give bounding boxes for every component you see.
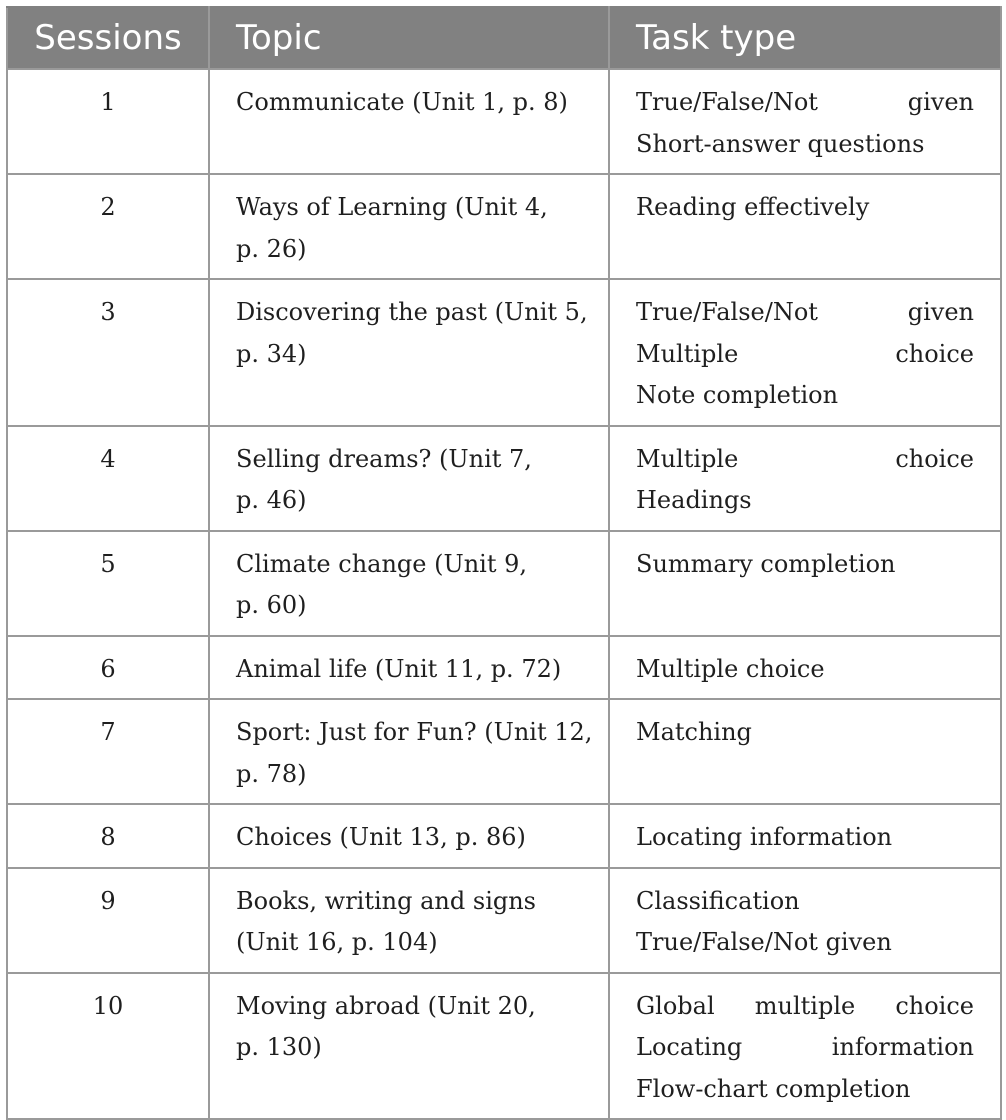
task-word: information	[831, 1033, 974, 1061]
topic-line: (Unit 16, p. 104)	[236, 928, 438, 956]
topic-cell	[209, 279, 609, 426]
task-type-cell	[609, 69, 1001, 174]
table-row	[7, 636, 1001, 700]
task-line	[636, 439, 974, 481]
task-word: True/False/Not	[636, 298, 818, 326]
task-word: Global	[636, 991, 715, 1020]
topic-line: Ways of Learning (Unit 4,	[236, 193, 548, 221]
task-type-cell	[609, 174, 1001, 279]
topic-cell	[209, 636, 609, 700]
table-row	[7, 699, 1001, 804]
table-row	[7, 804, 1001, 868]
topic-cell	[209, 174, 609, 279]
task-word: Matching	[636, 718, 752, 746]
task-type-cell	[609, 531, 1001, 636]
topic-line: Communicate (Unit 1, p. 8)	[236, 88, 568, 116]
session-number-cell: 3	[7, 279, 209, 426]
task-line	[636, 334, 974, 376]
task-word: True/False/Not	[636, 88, 818, 116]
task-word: multiple	[754, 991, 856, 1020]
task-line	[636, 124, 974, 166]
task-line	[636, 544, 974, 586]
task-line	[636, 817, 974, 859]
task-line	[636, 922, 974, 964]
task-word: Flow-chart completion	[636, 1074, 911, 1103]
header-row	[7, 7, 1001, 69]
task-word: Reading effectively	[636, 193, 870, 221]
topic-line: p. 130)	[236, 1033, 322, 1061]
task-type-cell	[609, 868, 1001, 973]
session-number-cell: 8	[7, 804, 209, 868]
table-row	[7, 868, 1001, 973]
sessions-table	[6, 6, 1002, 1120]
topic-line: p. 78)	[236, 759, 307, 788]
task-word: Summary completion	[636, 549, 896, 578]
task-word: choice	[895, 991, 974, 1020]
topic-cell	[209, 868, 609, 973]
topic-cell	[209, 699, 609, 804]
task-line	[636, 881, 974, 923]
session-number-cell: 2	[7, 174, 209, 279]
header-task-type: Task type	[609, 7, 1001, 69]
task-word: Multiple choice	[636, 654, 825, 683]
session-number-cell: 7	[7, 699, 209, 804]
topic-line: Sport: Just for Fun? (Unit 12,	[236, 718, 593, 746]
task-word: True/False/Not given	[636, 928, 892, 956]
task-word: choice	[895, 339, 974, 368]
header-topic: Topic	[209, 7, 609, 69]
task-line	[636, 187, 974, 229]
task-line	[636, 986, 974, 1028]
task-line	[636, 649, 974, 691]
session-number-cell: 6	[7, 636, 209, 700]
task-type-cell	[609, 636, 1001, 700]
task-line	[636, 82, 974, 124]
table-row	[7, 69, 1001, 174]
topic-cell	[209, 69, 609, 174]
task-type-cell	[609, 973, 1001, 1120]
session-number-cell: 5	[7, 531, 209, 636]
task-line	[636, 292, 974, 334]
task-line	[636, 1027, 974, 1069]
topic-cell	[209, 531, 609, 636]
session-number-cell: 4	[7, 426, 209, 531]
table-header	[7, 7, 1001, 69]
session-number-cell: 9	[7, 868, 209, 973]
table-row	[7, 973, 1001, 1120]
topic-line: Choices (Unit 13, p. 86)	[236, 823, 526, 851]
topic-cell	[209, 804, 609, 868]
task-word: Multiple	[636, 444, 739, 473]
header-sessions: Sessions	[7, 7, 209, 69]
task-word: Note completion	[636, 381, 839, 409]
task-type-cell	[609, 699, 1001, 804]
task-line	[636, 1069, 974, 1111]
topic-line: Books, writing and signs	[236, 886, 536, 915]
topic-line: Climate change (Unit 9,	[236, 549, 528, 578]
task-type-cell	[609, 279, 1001, 426]
task-type-cell	[609, 426, 1001, 531]
task-line	[636, 375, 974, 417]
topic-line: p. 26)	[236, 234, 307, 263]
topic-line: p. 34)	[236, 339, 307, 368]
task-word: Locating information	[636, 823, 893, 851]
topic-line: p. 46)	[236, 486, 307, 514]
task-word: Headings	[636, 486, 752, 514]
topic-line: Discovering the past (Unit 5,	[236, 298, 588, 326]
topic-cell	[209, 973, 609, 1120]
task-line	[636, 712, 974, 754]
topic-line: Selling dreams? (Unit 7,	[236, 444, 532, 473]
topic-line: Moving abroad (Unit 20,	[236, 991, 536, 1020]
table-row	[7, 531, 1001, 636]
table-row	[7, 174, 1001, 279]
task-word: Classification	[636, 886, 800, 915]
topic-line: Animal life (Unit 11, p. 72)	[236, 654, 562, 683]
task-type-cell	[609, 804, 1001, 868]
table-row	[7, 426, 1001, 531]
task-word: Multiple	[636, 339, 739, 368]
table-body	[7, 69, 1001, 1119]
task-word: choice	[895, 444, 974, 473]
session-number-cell: 10	[7, 973, 209, 1120]
task-word: Locating	[636, 1033, 743, 1061]
task-word: given	[907, 298, 974, 326]
task-word: Short-answer questions	[636, 129, 925, 158]
topic-line: p. 60)	[236, 591, 307, 619]
topic-cell	[209, 426, 609, 531]
session-number-cell: 1	[7, 69, 209, 174]
table-row	[7, 279, 1001, 426]
task-word: given	[907, 88, 974, 116]
task-line	[636, 480, 974, 522]
